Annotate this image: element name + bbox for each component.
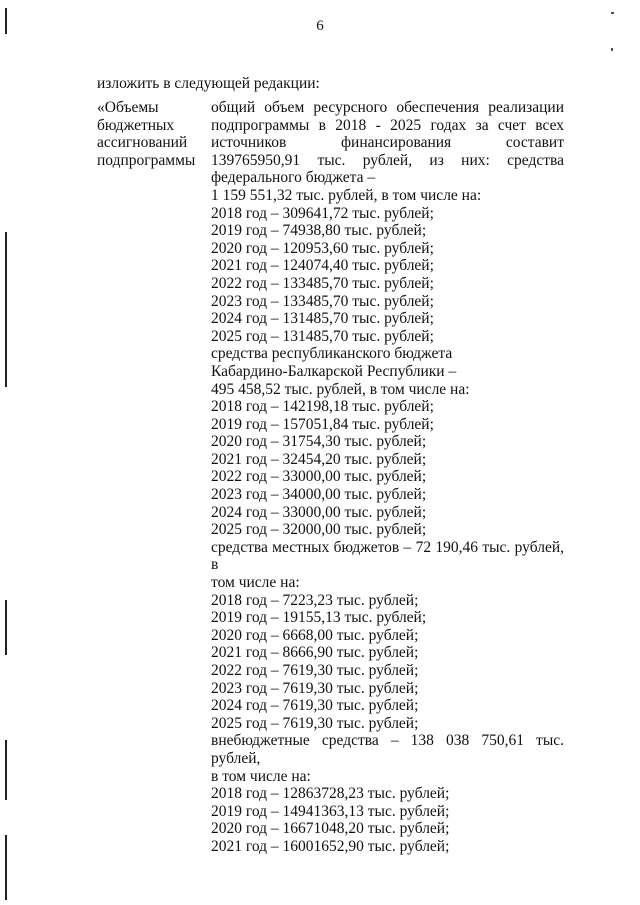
funding-line: 1 159 551,32 тыс. рублей, в том числе на: bbox=[211, 186, 482, 204]
funding-line: 2019 год – 157051,84 тыс. рублей; bbox=[211, 415, 434, 433]
funding-line: 2020 год – 120953,60 тыс. рублей; bbox=[211, 239, 434, 257]
funding-line: 2021 год – 32454,20 тыс. рублей; bbox=[211, 450, 427, 468]
funding-lines bbox=[211, 169, 564, 855]
scan-margin-line bbox=[5, 232, 7, 387]
funding-line: 2022 год – 7619,30 тыс. рублей; bbox=[211, 662, 419, 679]
funding-line: 2023 год – 133485,70 тыс. рублей; bbox=[211, 292, 434, 310]
scan-margin-line bbox=[5, 740, 7, 800]
funding-line: 2021 год – 16001652,90 тыс. рублей; bbox=[211, 837, 450, 855]
funding-line: 2023 год – 34000,00 тыс. рублей; bbox=[211, 486, 427, 504]
funding-line: внебюджетные средства – 138 038 750,61 тыс. рублей, bbox=[211, 732, 564, 767]
funding-line: 2025 год – 32000,00 тыс. рублей; bbox=[211, 521, 427, 539]
funding-line: 2024 год – 7619,30 тыс. рублей; bbox=[211, 697, 419, 715]
funding-line: том числе на: bbox=[211, 574, 300, 592]
funding-line: 495 458,52 тыс. рублей, в том числе на: bbox=[211, 380, 470, 398]
funding-line: 2018 год – 12863728,23 тыс. рублей; bbox=[211, 785, 450, 803]
funding-line: 2024 год – 33000,00 тыс. рублей; bbox=[211, 503, 427, 521]
funding-line: средства республиканского бюджета bbox=[211, 345, 453, 363]
label-line: подпрограммы bbox=[97, 151, 196, 169]
scan-speck bbox=[611, 12, 614, 14]
funding-line: 2018 год – 309641,72 тыс. рублей; bbox=[211, 204, 434, 222]
funding-line: 2025 год – 7619,30 тыс. рублей; bbox=[211, 714, 419, 732]
label-line: «Объемы bbox=[97, 99, 159, 116]
funding-line: 2021 год – 8666,90 тыс. рублей; bbox=[211, 644, 419, 662]
header-line: общий объем ресурсного обеспечения реализации bbox=[211, 99, 564, 116]
header-line: источников финансирования составит bbox=[211, 134, 564, 152]
header-line: подпрограммы в 2018 - 2025 годах за счет всех bbox=[211, 116, 564, 134]
scan-margin-line bbox=[5, 8, 7, 34]
funding-line: 2020 год – 16671048,20 тыс. рублей; bbox=[211, 820, 450, 838]
funding-line: в том числе на: bbox=[211, 767, 311, 785]
funding-line: средства местных бюджетов – 72 190,46 тыс. рублей, в bbox=[211, 538, 564, 574]
funding-line: 2025 год – 131485,70 тыс. рублей; bbox=[211, 327, 434, 345]
funding-line: 2019 год – 74938,80 тыс. рублей; bbox=[211, 222, 427, 240]
label-line: ассигнований bbox=[97, 134, 188, 152]
scan-speck bbox=[611, 48, 613, 51]
funding-line: 2022 год – 133485,70 тыс. рублей; bbox=[211, 274, 434, 292]
funding-line: 2019 год – 14941363,13 тыс. рублей; bbox=[211, 802, 450, 820]
header-line: 139765950,91 тыс. рублей, из них: средства bbox=[211, 151, 564, 169]
funding-line: 2022 год – 33000,00 тыс. рублей; bbox=[211, 468, 427, 486]
intro-text: изложить в следующей редакции: bbox=[97, 75, 320, 92]
section-label bbox=[97, 99, 207, 169]
funding-line: 2023 год – 7619,30 тыс. рублей; bbox=[211, 679, 419, 697]
scan-margin-line bbox=[5, 600, 7, 655]
funding-line: 2018 год – 142198,18 тыс. рублей; bbox=[211, 398, 434, 416]
scan-margin-line bbox=[5, 835, 7, 900]
funding-line: Кабардино-Балкарской Республики – bbox=[211, 362, 457, 380]
funding-line: федерального бюджета – bbox=[211, 169, 376, 187]
funding-line: 2024 год – 131485,70 тыс. рублей; bbox=[211, 310, 434, 328]
page-number: 6 bbox=[316, 18, 324, 34]
funding-line: 2018 год – 7223,23 тыс. рублей; bbox=[211, 591, 419, 609]
funding-line: 2021 год – 124074,40 тыс. рублей; bbox=[211, 257, 434, 275]
funding-line: 2020 год – 31754,30 тыс. рублей; bbox=[211, 433, 427, 451]
funding-line: 2020 год – 6668,00 тыс. рублей; bbox=[211, 626, 419, 644]
label-line: бюджетных bbox=[97, 116, 175, 134]
funding-line: 2019 год – 19155,13 тыс. рублей; bbox=[211, 609, 427, 627]
funding-description bbox=[211, 99, 564, 856]
